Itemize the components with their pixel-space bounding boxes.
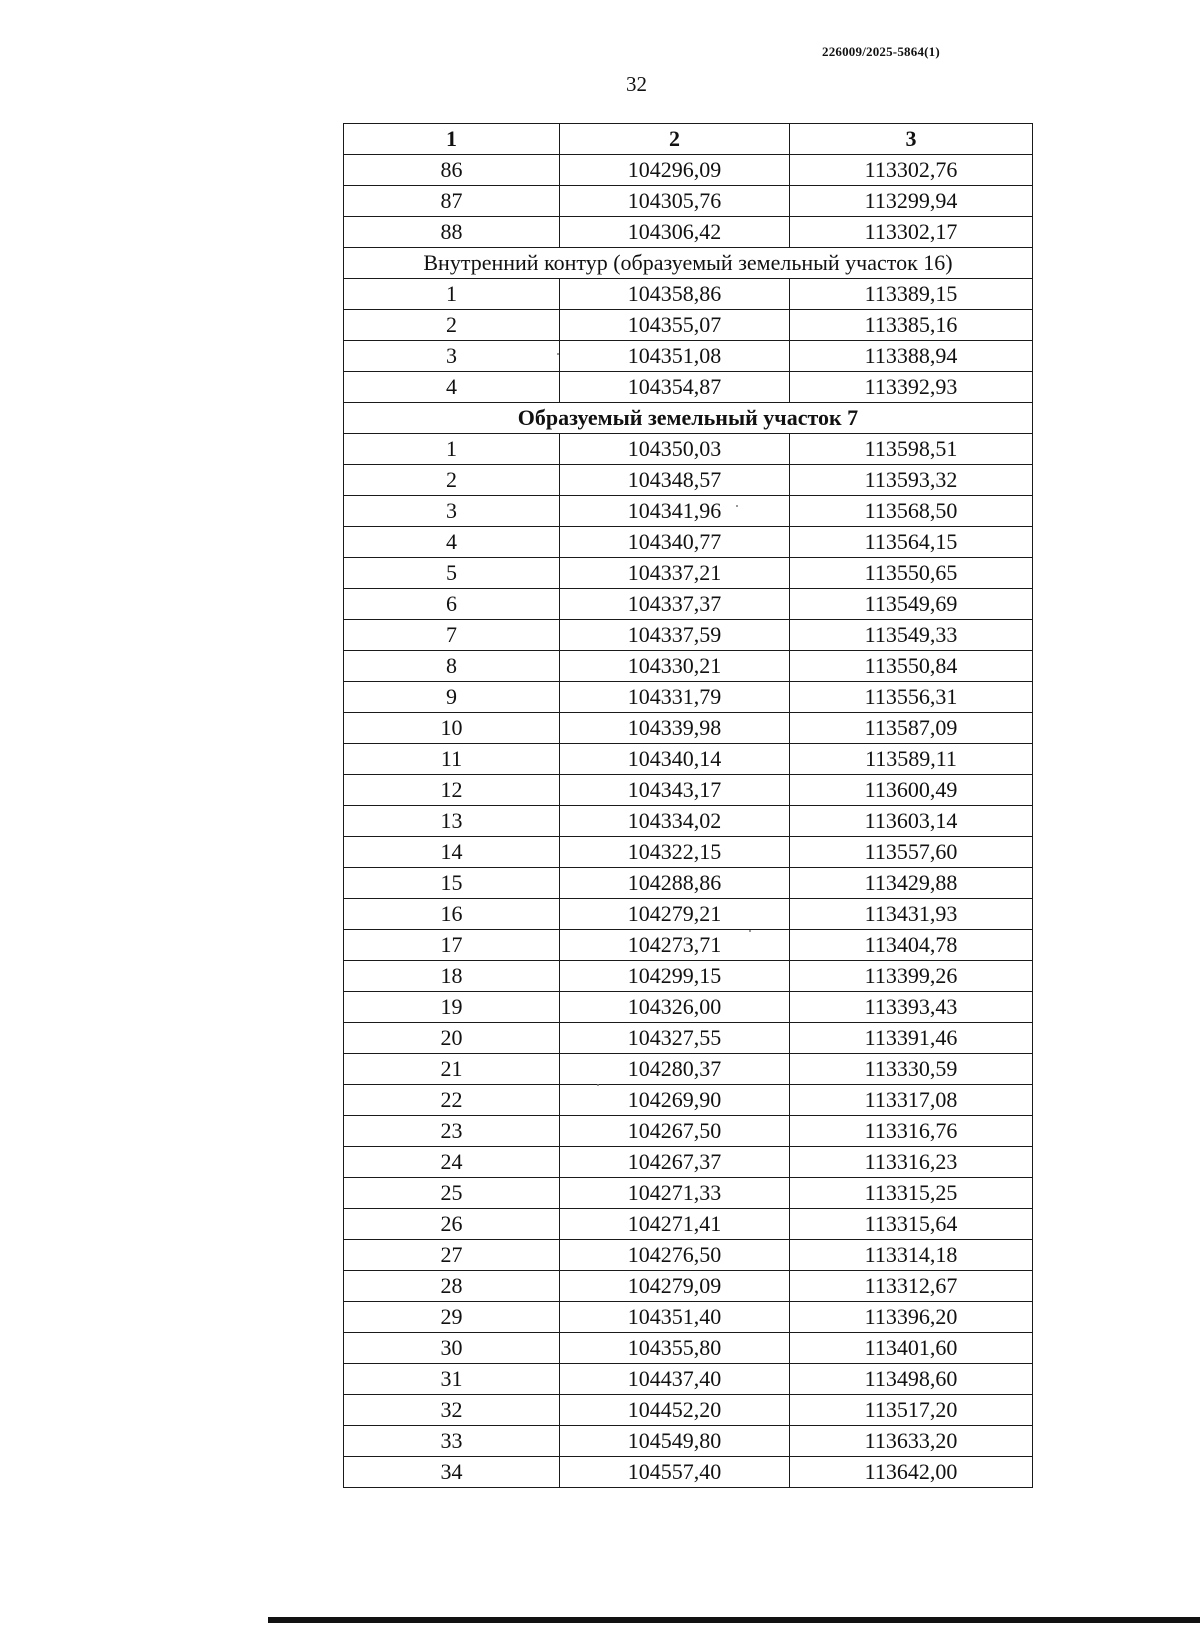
table-row [344, 744, 1033, 775]
coordinate-y-cell: 113642,00 [790, 1457, 1033, 1488]
coordinate-y-cell: 113316,23 [790, 1147, 1033, 1178]
coordinate-x-cell: 104358,86 [560, 279, 790, 310]
coordinate-x-cell: 104269,90 [560, 1085, 790, 1116]
coordinate-x-cell: 104322,15 [560, 837, 790, 868]
coordinate-x-cell: 104288,86 [560, 868, 790, 899]
coordinate-x-cell: 104334,02 [560, 806, 790, 837]
coordinate-x-cell: 104326,00 [560, 992, 790, 1023]
table-row [344, 620, 1033, 651]
point-number-cell: 29 [344, 1302, 560, 1333]
coordinate-x-cell: 104557,40 [560, 1457, 790, 1488]
table-row [344, 1271, 1033, 1302]
page-number: 32 [626, 72, 647, 96]
point-number-cell: 5 [344, 558, 560, 589]
point-number-cell: 23 [344, 1116, 560, 1147]
table-row [344, 806, 1033, 837]
coordinate-y-cell: 113593,32 [790, 465, 1033, 496]
coordinate-y-cell: 113391,46 [790, 1023, 1033, 1054]
point-number-cell: 19 [344, 992, 560, 1023]
coordinate-y-cell: 113404,78 [790, 930, 1033, 961]
point-number-cell: 12 [344, 775, 560, 806]
table-row [344, 1364, 1033, 1395]
coordinate-x-cell: 104348,57 [560, 465, 790, 496]
table-row [344, 775, 1033, 806]
point-number-cell: 2 [344, 310, 560, 341]
coordinate-y-cell: 113429,88 [790, 868, 1033, 899]
coordinate-x-cell: 104341,96 [560, 496, 790, 527]
coordinate-x-cell: 104354,87 [560, 372, 790, 403]
coordinate-y-cell: 113315,25 [790, 1178, 1033, 1209]
point-number-cell: 28 [344, 1271, 560, 1302]
point-number-cell: 1 [344, 279, 560, 310]
coordinate-y-cell: 113568,50 [790, 496, 1033, 527]
point-number-cell: 32 [344, 1395, 560, 1426]
point-number-cell: 7 [344, 620, 560, 651]
coordinate-y-cell: 113589,11 [790, 744, 1033, 775]
coordinate-x-cell: 104305,76 [560, 186, 790, 217]
point-number-cell: 18 [344, 961, 560, 992]
table-row [344, 961, 1033, 992]
table-row [344, 310, 1033, 341]
table-row [344, 930, 1033, 961]
coordinate-x-cell: 104330,21 [560, 651, 790, 682]
coordinate-y-cell: 113498,60 [790, 1364, 1033, 1395]
coordinate-y-cell: 113401,60 [790, 1333, 1033, 1364]
table-row [344, 434, 1033, 465]
table-row [344, 1085, 1033, 1116]
coordinate-x-cell: 104306,42 [560, 217, 790, 248]
table-row [344, 1333, 1033, 1364]
coordinate-x-cell: 104276,50 [560, 1240, 790, 1271]
coordinate-y-cell: 113633,20 [790, 1426, 1033, 1457]
point-number-cell: 30 [344, 1333, 560, 1364]
point-number-cell: 10 [344, 713, 560, 744]
point-number-cell: 11 [344, 744, 560, 775]
point-number-cell: 4 [344, 372, 560, 403]
coordinate-y-cell: 113299,94 [790, 186, 1033, 217]
section-title: Внутренний контур (образуемый земельный участок 16) [344, 248, 1033, 279]
coordinate-y-cell: 113564,15 [790, 527, 1033, 558]
coordinate-y-cell: 113389,15 [790, 279, 1033, 310]
coordinate-y-cell: 113302,76 [790, 155, 1033, 186]
coordinate-y-cell: 113388,94 [790, 341, 1033, 372]
coordinate-y-cell: 113317,08 [790, 1085, 1033, 1116]
coordinate-x-cell: 104327,55 [560, 1023, 790, 1054]
table-row [344, 341, 1033, 372]
coordinate-x-cell: 104355,80 [560, 1333, 790, 1364]
point-number-cell: 21 [344, 1054, 560, 1085]
coordinate-x-cell: 104337,21 [560, 558, 790, 589]
table-row [344, 465, 1033, 496]
coordinates-table-body [344, 124, 1033, 1488]
point-number-cell: 14 [344, 837, 560, 868]
table-row [344, 1395, 1033, 1426]
point-number-cell: 31 [344, 1364, 560, 1395]
table-row [344, 713, 1033, 744]
table-row [344, 372, 1033, 403]
coordinate-x-cell: 104280,37 [560, 1054, 790, 1085]
point-number-cell: 1 [344, 434, 560, 465]
table-row [344, 1116, 1033, 1147]
table-row [344, 868, 1033, 899]
coordinate-y-cell: 113399,26 [790, 961, 1033, 992]
table-header-row [344, 124, 1033, 155]
scan-speck [749, 930, 751, 932]
table-row [344, 1147, 1033, 1178]
coordinate-y-cell: 113556,31 [790, 682, 1033, 713]
point-number-cell: 3 [344, 341, 560, 372]
point-number-cell: 8 [344, 651, 560, 682]
point-number-cell: 17 [344, 930, 560, 961]
coordinate-y-cell: 113431,93 [790, 899, 1033, 930]
point-number-cell: 34 [344, 1457, 560, 1488]
table-row [344, 1457, 1033, 1488]
point-number-cell: 16 [344, 899, 560, 930]
table-row [344, 1240, 1033, 1271]
coordinate-y-cell: 113550,65 [790, 558, 1033, 589]
point-number-cell: 20 [344, 1023, 560, 1054]
coordinate-x-cell: 104343,17 [560, 775, 790, 806]
coordinate-x-cell: 104340,77 [560, 527, 790, 558]
table-row [344, 899, 1033, 930]
scan-edge-line [268, 1617, 1200, 1623]
section-title-row [344, 248, 1033, 279]
coordinate-x-cell: 104351,40 [560, 1302, 790, 1333]
table-row [344, 155, 1033, 186]
table-row [344, 1054, 1033, 1085]
coordinate-x-cell: 104351,08 [560, 341, 790, 372]
coordinate-x-cell: 104279,09 [560, 1271, 790, 1302]
coordinate-y-cell: 113316,76 [790, 1116, 1033, 1147]
point-number-cell: 15 [344, 868, 560, 899]
scan-speck [736, 505, 738, 507]
point-number-cell: 6 [344, 589, 560, 620]
table-row [344, 496, 1033, 527]
coordinate-x-cell: 104299,15 [560, 961, 790, 992]
table-row [344, 651, 1033, 682]
coordinate-y-cell: 113550,84 [790, 651, 1033, 682]
coordinate-x-cell: 104271,41 [560, 1209, 790, 1240]
section-title: Образуемый земельный участок 7 [344, 403, 1033, 434]
point-number-cell: 26 [344, 1209, 560, 1240]
coordinate-x-cell: 104350,03 [560, 434, 790, 465]
table-row [344, 1023, 1033, 1054]
coordinate-x-cell: 104340,14 [560, 744, 790, 775]
document-number: 226009/2025-5864(1) [822, 44, 940, 59]
section-title-row [344, 403, 1033, 434]
coordinate-x-cell: 104339,98 [560, 713, 790, 744]
table-row [344, 279, 1033, 310]
coordinate-x-cell: 104549,80 [560, 1426, 790, 1457]
coordinate-x-cell: 104331,79 [560, 682, 790, 713]
coordinate-y-cell: 113598,51 [790, 434, 1033, 465]
table-row [344, 837, 1033, 868]
table-row [344, 186, 1033, 217]
point-number-cell: 88 [344, 217, 560, 248]
point-number-cell: 25 [344, 1178, 560, 1209]
coordinate-x-cell: 104437,40 [560, 1364, 790, 1395]
coordinate-y-cell: 113517,20 [790, 1395, 1033, 1426]
coordinate-y-cell: 113600,49 [790, 775, 1033, 806]
point-number-cell: 87 [344, 186, 560, 217]
point-number-cell: 3 [344, 496, 560, 527]
coordinate-y-cell: 113302,17 [790, 217, 1033, 248]
table-row [344, 1426, 1033, 1457]
table-row [344, 682, 1033, 713]
coordinates-table [343, 123, 1033, 1488]
point-number-cell: 24 [344, 1147, 560, 1178]
coordinate-y-cell: 113549,69 [790, 589, 1033, 620]
point-number-cell: 27 [344, 1240, 560, 1271]
scan-speck [557, 353, 559, 355]
coordinate-x-cell: 104296,09 [560, 155, 790, 186]
header-col-3: 3 [790, 124, 1033, 155]
point-number-cell: 4 [344, 527, 560, 558]
coordinate-x-cell: 104273,71 [560, 930, 790, 961]
coordinate-x-cell: 104271,33 [560, 1178, 790, 1209]
point-number-cell: 2 [344, 465, 560, 496]
table-row [344, 589, 1033, 620]
header-col-1: 1 [344, 124, 560, 155]
point-number-cell: 9 [344, 682, 560, 713]
table-row [344, 527, 1033, 558]
coordinate-y-cell: 113603,14 [790, 806, 1033, 837]
table-row [344, 992, 1033, 1023]
header-col-2: 2 [560, 124, 790, 155]
coordinate-y-cell: 113587,09 [790, 713, 1033, 744]
coordinate-y-cell: 113385,16 [790, 310, 1033, 341]
coordinate-y-cell: 113330,59 [790, 1054, 1033, 1085]
coordinate-y-cell: 113315,64 [790, 1209, 1033, 1240]
point-number-cell: 33 [344, 1426, 560, 1457]
table-row [344, 1209, 1033, 1240]
coordinate-y-cell: 113392,93 [790, 372, 1033, 403]
table-row [344, 1178, 1033, 1209]
table-row [344, 558, 1033, 589]
coordinate-y-cell: 113549,33 [790, 620, 1033, 651]
scan-speck [597, 1084, 599, 1086]
coordinate-x-cell: 104267,37 [560, 1147, 790, 1178]
coordinate-y-cell: 113393,43 [790, 992, 1033, 1023]
coordinate-x-cell: 104337,37 [560, 589, 790, 620]
coordinate-x-cell: 104267,50 [560, 1116, 790, 1147]
point-number-cell: 13 [344, 806, 560, 837]
coordinate-y-cell: 113312,67 [790, 1271, 1033, 1302]
point-number-cell: 86 [344, 155, 560, 186]
coordinate-x-cell: 104355,07 [560, 310, 790, 341]
coordinate-x-cell: 104337,59 [560, 620, 790, 651]
coordinate-x-cell: 104279,21 [560, 899, 790, 930]
coordinate-x-cell: 104452,20 [560, 1395, 790, 1426]
coordinate-y-cell: 113396,20 [790, 1302, 1033, 1333]
table-row [344, 1302, 1033, 1333]
table-row [344, 217, 1033, 248]
coordinate-y-cell: 113314,18 [790, 1240, 1033, 1271]
point-number-cell: 22 [344, 1085, 560, 1116]
coordinate-y-cell: 113557,60 [790, 837, 1033, 868]
